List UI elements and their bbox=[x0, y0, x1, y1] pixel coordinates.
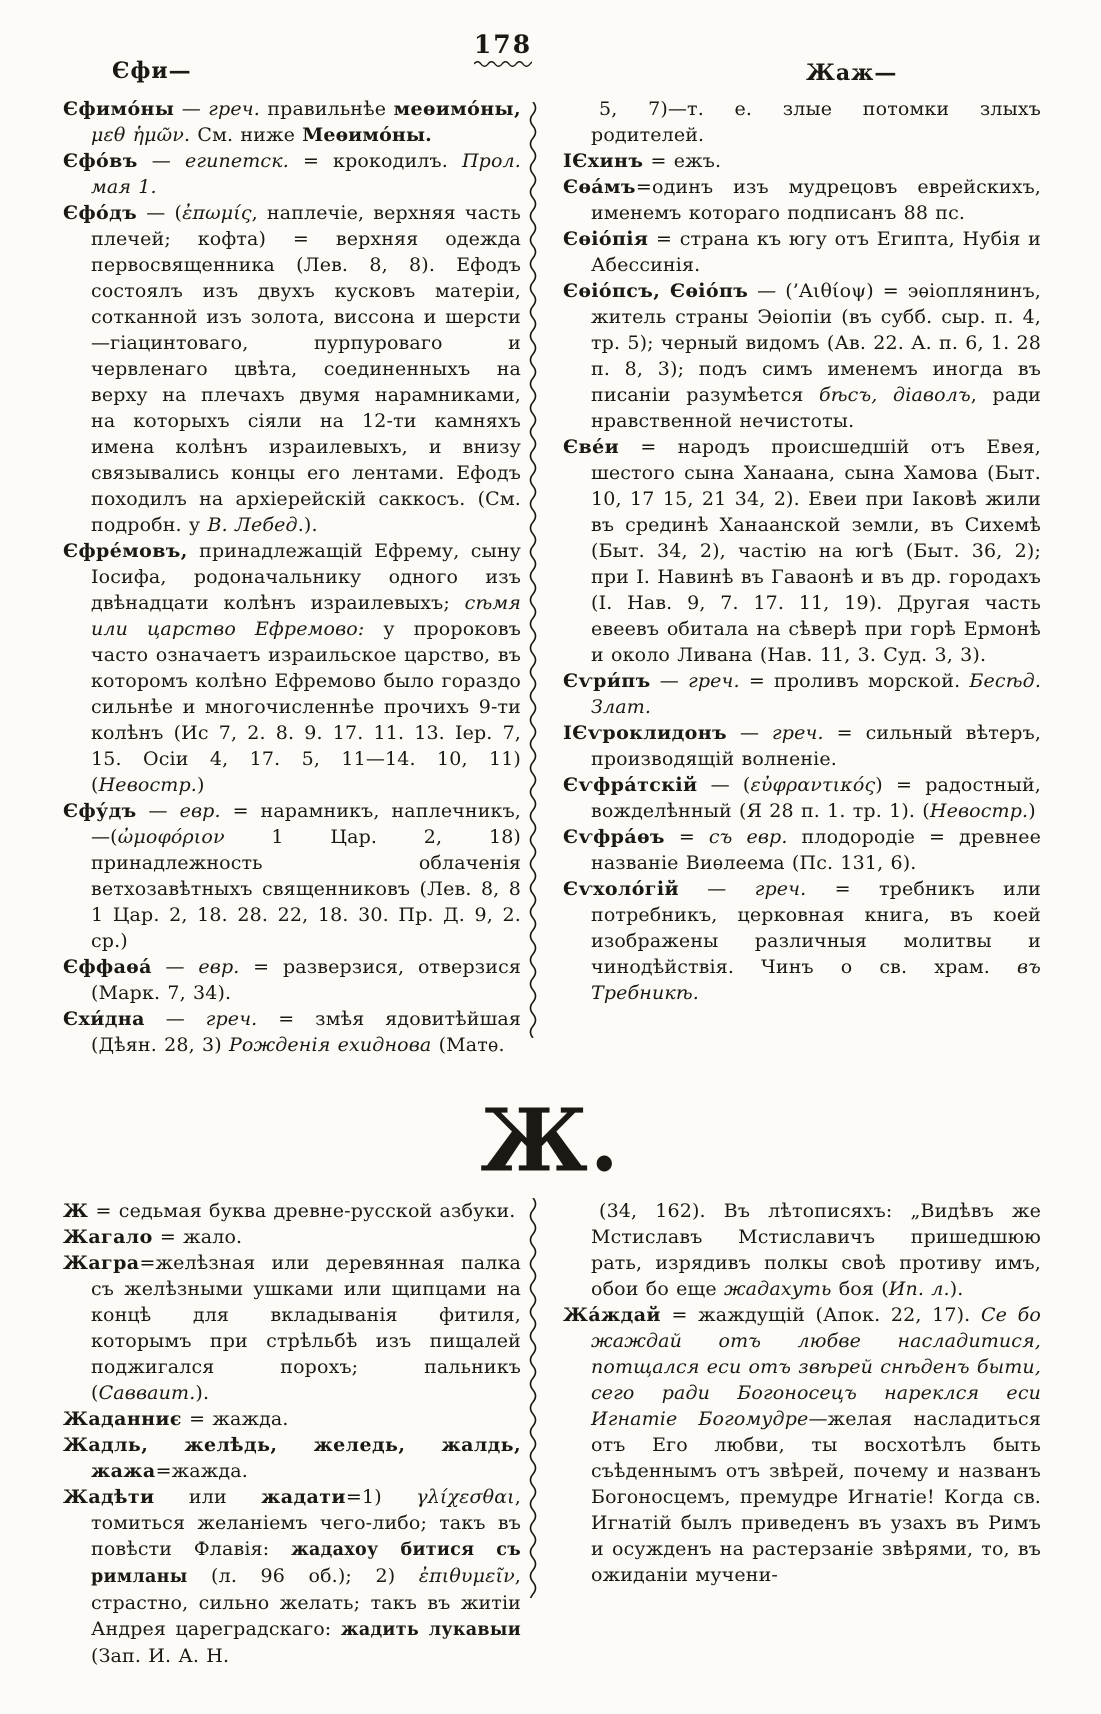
entry-headword: Єѳіо́псъ, Єѳіо́пъ bbox=[563, 280, 749, 302]
right-column-bottom bbox=[563, 1198, 1041, 1588]
entry-text: — bbox=[137, 150, 185, 172]
entry-text: Прол. мая 1. bbox=[91, 150, 521, 198]
entry-text: = проливъ морской. bbox=[739, 670, 970, 692]
left-column-bottom bbox=[63, 1198, 521, 1669]
entry-headword: Єхи́дна bbox=[63, 1008, 145, 1030]
entry-text: жадахуть bbox=[723, 1278, 832, 1300]
entry-headword: Жагало bbox=[63, 1226, 153, 1248]
entry-text: Невостр. bbox=[98, 774, 197, 796]
entry-text: евр. bbox=[198, 956, 240, 978]
dictionary-entry bbox=[563, 876, 1041, 1006]
entry-text: — ( bbox=[137, 202, 183, 224]
entry-text: =желѣзная или деревянная палка съ желѣзными ушками или щипцами на концѣ для вкладыванія фитиля, которымъ при стрѣльбѣ изъ пищалей поджигался порохъ; пальникъ ( bbox=[91, 1252, 521, 1404]
entry-text: — ( bbox=[697, 774, 751, 796]
entry-text: , наплечіе, верхняя часть плечей; кофта) = верхняя одежда первосвященника (Лев. 8, 8). Ефодъ состоялъ изъ двухъ кусковъ матеріи, сотканной изъ золота, виссона и шерсти—гіацинтоваго, пурпуроваго и червленаго цвѣта, соединенныхъ на верху на плечахъ двумя нарамниками, на которыхъ сіяли на 12-ти камняхъ имена колѣнъ израилевыхъ, и внизу связывались концы его лентами. Ефодъ походилъ на архіерейскій саккосъ. (См. подробн. у bbox=[91, 202, 522, 536]
entry-text: μεθ ἡμῶν. bbox=[91, 124, 191, 146]
entry-text: правильнѣе bbox=[259, 98, 394, 120]
entry-text: Бесѣд. Злат. bbox=[591, 670, 1042, 718]
dictionary-entry bbox=[563, 226, 1041, 278]
entry-text: бѣсъ, діаволъ bbox=[819, 384, 971, 406]
entry-text: Ип. л. bbox=[888, 1278, 950, 1300]
entry-text: = требникъ или потребникъ, церковная книга, въ коей изображены различныя молитвы и чинодѣйствія. Чинъ о св. храм. bbox=[591, 878, 1041, 978]
dictionary-entry bbox=[63, 1484, 521, 1669]
entry-headword: Жа́ждай bbox=[563, 1304, 661, 1326]
entry-text: =одинъ изъ мудрецовъ еврейскихъ, именемъ котораго подписанъ 88 пс. bbox=[591, 176, 1041, 224]
entry-text: = крокодилъ. bbox=[288, 150, 462, 172]
entry-text: — bbox=[151, 956, 199, 978]
entry-headword: Єфо́въ bbox=[63, 150, 138, 172]
entry-text: =жажда. bbox=[155, 1460, 248, 1482]
entry-text: — bbox=[650, 670, 689, 692]
dictionary-entry bbox=[63, 1406, 521, 1432]
entry-text: —желая насладиться отъ Его любви, ты восхотѣлъ быть съѣденнымъ отъ звѣрей, почему и названъ Богоносцемъ, премудре Игнатіе! Когда св. Игнатій былъ приведенъ въ узахъ въ Римъ и осужденъ на растерзаніе звѣрями, то, въ ожиданіи мучени- bbox=[591, 1408, 1041, 1586]
entry-text: = bbox=[664, 826, 709, 848]
dictionary-entry bbox=[63, 954, 521, 1006]
entry-text: Невостр. bbox=[929, 800, 1029, 822]
entry-text: плодородіе = древнее названіе Виѳлеема (Пс. 131, 6). bbox=[591, 826, 1041, 874]
entry-text: = разверзися, отверзися (Марк. 7, 34). bbox=[91, 956, 522, 1004]
dictionary-entry bbox=[563, 668, 1041, 720]
dictionary-entry bbox=[563, 720, 1041, 772]
entry-text: греч. bbox=[754, 878, 807, 900]
dictionary-entry bbox=[563, 772, 1041, 824]
entry-text: съ евр. bbox=[708, 826, 788, 848]
entry-text: ) = радостный, вожделѣнный (Я 28 п. 1. тр. 1). ( bbox=[591, 774, 1041, 822]
entry-headword: Єѳіо́пія bbox=[563, 228, 649, 250]
entry-text: γλίχεσθαι bbox=[416, 1486, 515, 1508]
entry-text: у пророковъ часто означаетъ израильское царство, въ которомъ колѣно Ефремово было гораздо сильнѣе и многочисленнѣе прочихъ 9-ти колѣнъ (Ис 7, 2. 8. 9. 17. 11. 13. Іер. 7, 15. Осіи 4, 17. 5, 11—14. 10, 11) ( bbox=[91, 618, 521, 796]
dictionary-entry bbox=[563, 148, 1041, 174]
dictionary-entry bbox=[63, 148, 521, 200]
entry-text: ἐπιθυμεῖν bbox=[418, 1565, 515, 1587]
entry-text: (34, 162). Въ лѣтописяхъ: „Видѣвъ же Мстиславъ Мстиславичъ пришедшюю рать, изрядивъ полкы своѣ противу имъ, обои бо еще bbox=[591, 1200, 1041, 1300]
entry-text: В. Лебед. bbox=[207, 514, 304, 536]
dictionary-entry bbox=[63, 1224, 521, 1250]
dictionary-entry bbox=[563, 824, 1041, 876]
entry-text: = нарамникъ, наплечникъ, —( bbox=[91, 800, 521, 848]
entry-text: = страна къ югу отъ Египта, Нубія и Абессинія. bbox=[591, 228, 1041, 276]
entry-text: греч. bbox=[208, 98, 260, 120]
entry-headword: Єѵфра́ѳъ bbox=[563, 826, 665, 848]
running-head-right: Жаж— bbox=[806, 60, 898, 86]
entry-headword: Ж bbox=[63, 1200, 89, 1222]
entry-text: 1 Цар. 2, 18) принадлежность облаченія ветхозавѣтныхъ священниковъ (Лев. 8, 8 1 Цар. 2, 18. 28. 22, 18. 30. Пр. Д. 9, 2. ср.) bbox=[91, 826, 521, 952]
top-section bbox=[63, 96, 1041, 1058]
right-column-top bbox=[563, 96, 1041, 1006]
entry-text: , ради нравственной нечистоты. bbox=[591, 384, 1041, 432]
page-number-underline bbox=[474, 59, 532, 68]
dictionary-entry bbox=[63, 798, 521, 954]
entry-text: ). bbox=[195, 1382, 210, 1404]
running-head-left: Єфи— bbox=[112, 58, 192, 84]
entry-text: боя ( bbox=[831, 1278, 889, 1300]
entry-headword: Єве́и bbox=[563, 436, 620, 458]
entry-headword: Жадль, желѣдь, желедь, жалдь, жажа bbox=[63, 1434, 521, 1482]
entry-text: жадить лукавыи bbox=[340, 1620, 521, 1640]
entry-text: = змѣя ядовитѣйшая (Дѣян. 28, 3) bbox=[91, 1008, 521, 1056]
entry-headword: Жадѣти bbox=[63, 1486, 155, 1508]
entry-headword: Єѵфра́тскій bbox=[563, 774, 698, 796]
column-divider-bottom bbox=[528, 1198, 538, 1598]
page-number-text: 178 bbox=[473, 30, 533, 59]
entry-text: (л. 96 об.); 2) bbox=[187, 1565, 419, 1587]
entry-text: = жаждущій (Апок. 22, 17). bbox=[660, 1304, 981, 1326]
entry-text: Меѳимо́ны. bbox=[302, 124, 432, 146]
dictionary-entry bbox=[63, 1198, 521, 1224]
entry-text: греч. bbox=[205, 1008, 258, 1030]
entry-text: Рожденія ехиднова bbox=[228, 1034, 432, 1056]
dictionary-entry bbox=[63, 96, 521, 148]
entry-text: εὐφραντικός bbox=[750, 774, 876, 796]
entry-text: греч. bbox=[772, 722, 824, 744]
entry-headword: Єфре́мовъ, bbox=[63, 540, 188, 562]
entry-text: египетск. bbox=[184, 150, 289, 172]
entry-text: , страстно, сильно желать; такъ въ житіи Андрея цареградскаго: bbox=[91, 1565, 521, 1640]
entry-text: — (’Αιθίοψ) = эѳіоплянинъ, житель страны Эѳіопіи (въ субб. сыр. п. 4, тр. 5); черный видомъ (Ав. 22. А. п. 6, 1. 28 п. 8, 3); подъ симъ именемъ иногда въ писаніи разумѣется bbox=[591, 280, 1041, 406]
entry-text: въ Требникѣ. bbox=[591, 956, 1041, 1004]
entry-headword: Єѵхоло́гій bbox=[563, 878, 679, 900]
bottom-section bbox=[63, 1198, 1041, 1669]
entry-text: = жало. bbox=[152, 1226, 243, 1248]
dictionary-entry bbox=[563, 174, 1041, 226]
entry-text: греч. bbox=[688, 670, 740, 692]
column-divider-top bbox=[528, 102, 538, 1038]
entry-headword: Жаданниє bbox=[63, 1408, 182, 1430]
entry-text: ). bbox=[949, 1278, 964, 1300]
dictionary-entry bbox=[63, 1006, 521, 1058]
entry-headword: Єѳа́мъ bbox=[563, 176, 636, 198]
dictionary-entry bbox=[563, 278, 1041, 434]
entry-text: ἐπωμίς bbox=[182, 202, 252, 224]
entry-text: — bbox=[174, 98, 209, 120]
dictionary-entry bbox=[63, 1432, 521, 1484]
entry-text: ). bbox=[303, 514, 318, 536]
entry-headword: ІЄѵроклидонъ bbox=[563, 722, 728, 744]
page-number bbox=[460, 30, 546, 68]
entry-text: жадахоу битися съ римланы bbox=[91, 1540, 521, 1587]
entry-text: (Матѳ. bbox=[431, 1034, 505, 1056]
entry-text: См. ниже bbox=[190, 124, 303, 146]
entry-text: или bbox=[154, 1486, 262, 1508]
entry-text: Савваит. bbox=[98, 1382, 196, 1404]
entry-headword: Єфимо́ны bbox=[63, 98, 175, 120]
entry-text: сѣмя или царство Ефремово: bbox=[91, 592, 521, 640]
entry-text: ) bbox=[1028, 800, 1036, 822]
entry-headword: жадати bbox=[261, 1486, 346, 1508]
section-letter: Ж. bbox=[480, 1090, 621, 1192]
entry-text: , томиться желаніемъ чего-либо; такъ въ повѣсти Флавія: bbox=[91, 1486, 521, 1560]
entry-text: =1) bbox=[345, 1486, 417, 1508]
entry-text: евр. bbox=[179, 800, 221, 822]
entry-headword: Єффаѳа́ bbox=[63, 956, 152, 978]
left-column-top bbox=[63, 96, 521, 1058]
entry-headword: Жагра bbox=[63, 1252, 140, 1274]
entry-text: — bbox=[727, 722, 773, 744]
entry-headword: ІЄхинъ bbox=[563, 150, 644, 172]
entry-text: = ежъ. bbox=[643, 150, 722, 172]
entry-text: — bbox=[144, 1008, 206, 1030]
entry-text: = народъ происшедшій отъ Евея, шестого сына Ханаана, сына Хамова (Быт. 10, 17 15, 21 34, 2). Евеи при Іаковѣ жили въ срединѣ Ханаанской земли, въ Сихемѣ (Быт. 34, 2), частію на югѣ (Быт. 36, 2); при І. Навинѣ въ Гаваонѣ и въ др. городахъ (І. Нав. 9, 7. 17. 11, 19). Другая часть евеевъ обитала на сѣверѣ при горѣ Ермонѣ и около Ливана (Нав. 11, 3. Суд. 3, 3). bbox=[591, 436, 1041, 666]
dictionary-entry bbox=[563, 434, 1041, 668]
entry-text: принадлежащій Ефрему, сыну Іосифа, родоначальнику одного изъ двѣнадцати колѣнъ израилевыхъ; bbox=[91, 540, 521, 614]
dictionary-entry-continuation bbox=[563, 1198, 1041, 1302]
dictionary-entry-continuation bbox=[563, 96, 1041, 148]
entry-headword: меѳимо́ны, bbox=[393, 98, 521, 120]
dictionary-entry bbox=[63, 200, 521, 538]
entry-text: 5, 7)—т. е. злые потомки злыхъ родителей. bbox=[591, 98, 1041, 146]
entry-text: — bbox=[678, 878, 755, 900]
entry-text: = жажда. bbox=[181, 1408, 289, 1430]
entry-text: = сильный вѣтеръ, производящій волненіе. bbox=[591, 722, 1042, 770]
entry-text: — bbox=[136, 800, 180, 822]
entry-text: ὠμοφόριον bbox=[117, 826, 225, 848]
dictionary-entry bbox=[563, 1302, 1041, 1588]
entry-headword: Єфу́дъ bbox=[63, 800, 137, 822]
entry-text: (Зап. И. А. Н. bbox=[91, 1645, 230, 1667]
entry-headword: Єфо́дъ bbox=[63, 202, 138, 224]
entry-text: Се бо жаждай отъ любве насладитися, потщался еси отъ звѣрей снѣденъ быти, сего ради Богоносецъ нареклся еси Игнатіе Богомудре bbox=[591, 1304, 1042, 1430]
entry-text: ) bbox=[196, 774, 205, 796]
entry-headword: Єѵри́пъ bbox=[563, 670, 651, 692]
dictionary-entry bbox=[63, 1250, 521, 1406]
dictionary-entry bbox=[63, 538, 521, 798]
entry-text: = седьмая буква древне-русской азбуки. bbox=[88, 1200, 516, 1222]
